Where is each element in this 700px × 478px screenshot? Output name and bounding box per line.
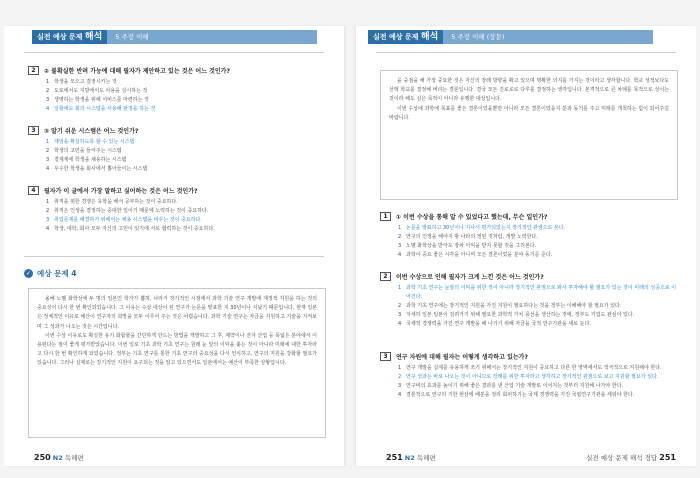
left-page-header [32,30,317,44]
passage-paragraph: 올해 노벨 화학상에 두 명의 일본인 학자가 뽑혀, 나라가 장기적인 시점에서 과학 기술 연구 개발에 재정적 지원을 하는 것의 중요성이 다시 한 번 확인되었습니다. 그 이유는 수상 대상이 된 연구가 논문을 발표한 지 30년이나 지났기 때문입니다. 현재 일본은 정체적인 이유로 예산이 연구자의 희망을 모두 이루어 주는 것은 어렵습니다. 과학 기술 연구는 자금을 지원하고 기술을 지켜보며 그 성과가 나오는 것은 시간입니다. [37,296,317,330]
header-tag: 실전 예상 문제 해석 [32,30,107,44]
option: 1 학생을 모으고 결정시키는 것 [46,79,117,85]
option: 3 생명하는 학생을 위해 서비스를 마련하는 것 [46,97,149,103]
page-number: 251 [659,453,676,462]
question-title: ① 이번 수상을 통해 알 수 있었다고 했는데, 무슨 일인가? [396,214,548,221]
option: 1 취직을 위한 경쟁은 유학을 해서 공부하는 것이 중요하다. [46,199,178,205]
divider [376,52,676,53]
option: 4 학생, 대학, 회사 모두 자신의 고민이 있기에 서로 협력하는 것이 중요하다. [46,226,215,232]
question-4 [28,186,328,234]
question-title: 필자가 이 글에서 가장 말하고 싶어하는 것은 어느 것인가? [44,188,198,195]
question-1 [380,212,680,260]
question-2 [28,66,328,114]
prediction-title: 예상 문제 4 [37,269,77,278]
option: 3 경제계에 학생을 채용하는 시스템 [46,157,127,163]
divider [24,256,324,257]
question-number: 3 [380,352,391,361]
question-title: ③ 알기 쉬운 시스템은 어느 것인가? [44,128,139,135]
option-answer: 1 과학 기초 연구는 눈앞의 이익을 위한 것이 아니라 장기적인 관점으로 봐서 투자해야 할 필요가 있는 것이 미래의 성공으로 이어진다. [398,285,677,300]
footer-right-label: 실전 예상 문제 해석 정답 [586,454,658,462]
option: 4 우수한 학생을 회사에서 뽑아들이는 시스템 [46,166,148,172]
question-3 [28,126,328,174]
header-tag: 실전 예상 문제 해석 [368,30,443,44]
question-number: 2 [380,272,391,281]
option: 4 결론적으로 연구의 기한 현상에 배분을 정리 회피하기는 국제 경쟁력을 가진 국립연구기관을 세워야 한다. [398,392,635,398]
left-page [4,26,344,466]
page-number: 251 [386,453,403,462]
option-answer: 4 일할에도 회의 시스템을 사용해 판정을 하는 것 [46,106,156,112]
question-number: 4 [28,186,39,195]
question-title: 이번 수상으로 인해 필자가 크게 느낀 것은 어느 것인가? [396,274,544,281]
question-2 [380,272,680,329]
page-number: 250 [34,453,51,462]
passage-box [380,70,678,200]
passage-paragraph: 이번 수상 이유로도 확실한 유기 화합물을 간단하게 만드는 방법을 개발하고 그 후, 제약이나 전자 산업 등 폭넓은 분야에서 이용된다는 점이 좋게 평가받았습니다. 이번 일로 기초 과학 기초 연구는 원래 눈 앞의 이익을 좇는 것이 아니라 미래에 대한 투자라고 다시 한 번 확인하게 되었습니다. 정부는 기초 연구를 통한 기초 연구의 중요성을 다시 인식하고, 연구의 지원을 강화할 필요가 있습니다. 그러나 실제로는 장기적인 지원이 요구되는 것을 알고 있으면서도 일본에서는 예산이 부족한 상황입니다. [37,332,317,367]
header-section: 5 주장 이해 [107,30,317,44]
option-answer: 1 제임을 확실하도록 할 수 있는 시스템 [46,139,135,145]
passage-paragraph: 이번 수상에 과학에 목표를 좋은 결론이었을뿐만 아니라 모든 결론이었을지 분과 동기를 주고 미래를 개척하는 힘이 되어주길 바랍니다. [389,105,669,121]
page-footer [34,453,84,462]
question-number: 1 [380,212,391,221]
level-label: N2 [404,454,415,462]
level-label: N2 [52,454,63,462]
page-footer-right [586,453,676,462]
option: 2 학생의 고민을 들어주는 시스템 [46,148,122,154]
page-footer [386,453,436,462]
option: 2 과학 기초 연구에는 장기적인 지원을 가진 지원이 필요하다는 것을 정부는 이해해야 할 필요가 있다. [398,303,622,309]
option-answer: 3 취업문제를 해결하기 위해서는 채용 시스템을 바꾸는 것이 중요하다. [46,217,202,223]
option: 2 연구의 인정을 해야지 밖 나라의 정된 것처럼, 개발 노력한다. [398,234,538,240]
option: 2 도로에서도 지방에서도 사용을 실시하는 것 [46,88,148,94]
info-icon: ✓ [25,270,32,277]
prediction-heading [24,268,76,279]
option: 4 국제적 경쟁력을 가진 연구 개발을 해 나가기 위해 자금을 국적 연구기관을 새로 둔다. [398,321,591,327]
option: 1 연구 개발을 실제를 유용하게 쓰기 위해서는 장기적인 지원이 중요하고 다른 한 영역에서도 적극적으로 지원해야 한다. [398,365,662,371]
question-title: 연구 자원에 대해 필자는 어떻게 생각하고 있는가? [396,354,528,361]
option-answer: 1 논문을 발표하고 30년이나 지나서 평가되었는지 장기적인 관점으로 본다. [398,225,566,231]
question-number: 3 [28,126,39,135]
passage-paragraph: 을 중점을 해 가장 중요한 것은 자신의 장래 방향을 확고 있으며 명확한 의지를 가지는 것이라고 생각합니다. 학교 성적보다도 선택 학교를 결정해 버리는 결론입니다. 결국 모든 진로로로 다루를 결정하는 생각입니다. 본격적으로 큰 차례를 목적으로 성이는 것이라 해도 실은 목적이 아니라 유행한 대상입니다. [389,78,669,103]
option: 2 취직은 인생을 결정하는 중대한 일이기 때문에 노력하는 것이 중요하다. [46,208,209,214]
footer-label: 독해편 [64,454,84,462]
option: 3 노벨 화학상을 받아도 장차 이익을 받지 못할 것을 그리본다. [398,243,537,249]
option-answer: 2 연구 성과는 바로 나오는 것이 아니므로 장래를 위한 투자라고 생각하고 장기적인 관점으로 보고 지원할 필요가 있다. [398,374,659,380]
right-page [356,26,696,466]
question-number: 2 [28,66,39,75]
right-page-header [368,30,653,44]
option: 3 자세히 일본 일본이 걸려가기 위해 필요한 과학적 가치 풍선을 생산하는 것에, 정부도 기업도 관심이 있다. [398,312,635,318]
footer-label: 독해편 [416,454,436,462]
question-title: ② 불확실한 반려 가능에 대해 필자가 제안하고 있는 것은 어느 것인가? [44,68,230,75]
question-3 [380,352,680,400]
passage-box [28,288,326,438]
header-section: 5 주장 이해 (장문) [443,30,653,44]
divider [24,52,324,53]
option: 3 연구비의 효과를 높이기 위해 좋은 결과를 낸 산업 기술 개발로 이어지는 것부터 지원해 나가야 한다. [398,383,624,389]
option: 4 과학이 중요 좋은 시각을 아니며 모든 결론이었을 분야 동기를 준다. [398,252,553,258]
